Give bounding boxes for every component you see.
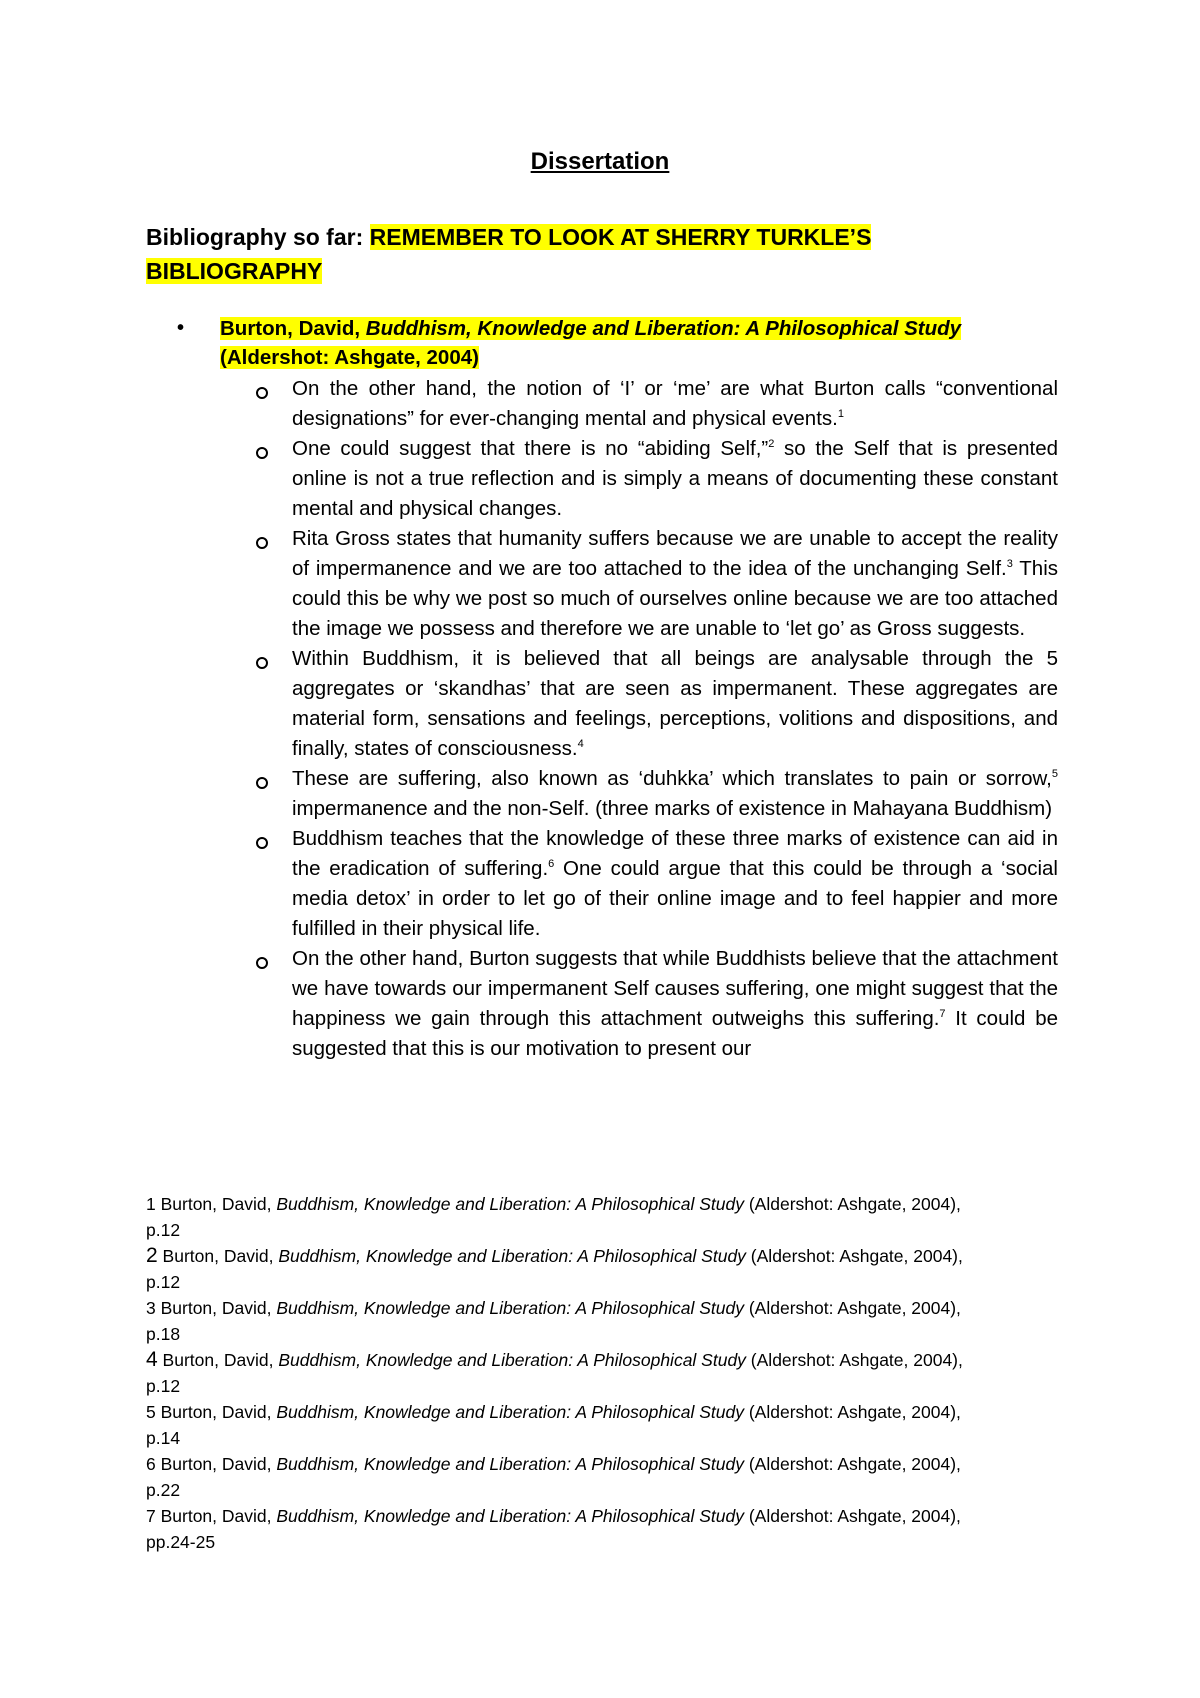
page-title: Dissertation (530, 148, 670, 175)
entry-publisher: (Aldershot: Ashgate, 2004) (220, 346, 479, 369)
bibliography-label: Bibliography so far: (146, 224, 364, 250)
entry-book-title: Buddhism, Knowledge and Liberation: A Philosophical Study (365, 317, 962, 340)
footnote: 5 Burton, David, Buddhism, Knowledge and Liberation: A Philosophical Study (Aldershot: Ashgate, 2004), p.14 (146, 1402, 961, 1448)
hollow-bullet-icon (256, 957, 268, 969)
hollow-bullet-icon (256, 837, 268, 849)
hollow-bullet-icon (256, 387, 268, 399)
footnotes (146, 1191, 1076, 1555)
entry-author: Burton, David, (220, 317, 366, 340)
hollow-bullet-icon (256, 537, 268, 549)
hollow-bullet-icon (256, 657, 268, 669)
bibliography-entry (177, 314, 1058, 372)
reminder-highlight-line-2: BIBLIOGRAPHY (146, 258, 323, 284)
footnote: 7 Burton, David, Buddhism, Knowledge and Liberation: A Philosophical Study (Aldershot: Ashgate, 2004), pp.24-25 (146, 1506, 961, 1552)
footnote: 3 Burton, David, Buddhism, Knowledge and Liberation: A Philosophical Study (Aldershot: Ashgate, 2004), p.18 (146, 1298, 961, 1344)
hollow-bullet-icon (256, 777, 268, 789)
footnote: 1 Burton, David, Buddhism, Knowledge and Liberation: A Philosophical Study (Aldershot: Ashgate, 2004), p.12 (146, 1194, 961, 1240)
list-item: One could suggest that there is no “abiding Self,”$^2$ so the Self that is presented online is not a true reflection and is simply a means of documenting these constant mental and physical changes. (252, 434, 1058, 524)
hollow-bullet-icon (256, 447, 268, 459)
list-item: Rita Gross states that humanity suffers because we are unable to accept the reality of impermanence and we are too attached to the idea of the unchanging Self.$^3$ This could this be why we post so much of ourselves online because we are too attached the image we possess and therefore we are unable to ‘let go’ as Gross suggests. (252, 524, 1058, 644)
footnote: 4 Burton, David, Buddhism, Knowledge and Liberation: A Philosophical Study (Aldershot: Ashgate, 2004), p.12 (146, 1348, 963, 1396)
footnote: 2 Burton, David, Buddhism, Knowledge and Liberation: A Philosophical Study (Aldershot: Ashgate, 2004), p.12 (146, 1244, 963, 1292)
bibliography-heading (146, 220, 1066, 288)
list-item: On the other hand, the notion of ‘I’ or ‘me’ are what Burton calls “conventional designations” for ever-changing mental and physical events.$^1$ (252, 374, 1058, 434)
list-item: On the other hand, Burton suggests that while Buddhists believe that the attachment we have towards our impermanent Self causes suffering, one might suggest that the happiness we gain through this attachment outweighs this suffering.$^7$ It could be suggested that this is our motivation to present our (252, 944, 1058, 1064)
list-item: Buddhism teaches that the knowledge of these three marks of existence can aid in the eradication of suffering.$^6$ One could argue that this could be through a ‘social media detox’ in order to let go of their online image and to feel happier and more fulfilled in their physical life. (252, 824, 1058, 944)
bullet-icon: • (177, 317, 185, 339)
list-item: These are suffering, also known as ‘duhkka’ which translates to pain or sorrow,$^5$ impermanence and the non-Self. (three marks of existence in Mahayana Buddhism) (252, 764, 1058, 824)
list-item: Within Buddhism, it is believed that all beings are analysable through the 5 aggregates or ‘skandhas’ that are seen as impermanent. These aggregates are material form, sensations and feelings, perceptions, volitions and dispositions, and finally, states of consciousness.$^4$ (252, 644, 1058, 764)
footnote: 6 Burton, David, Buddhism, Knowledge and Liberation: A Philosophical Study (Aldershot: Ashgate, 2004), p.22 (146, 1454, 961, 1500)
notes-list (252, 374, 1058, 1064)
reminder-highlight-line-1: REMEMBER TO LOOK AT SHERRY TURKLE’S (369, 224, 872, 250)
